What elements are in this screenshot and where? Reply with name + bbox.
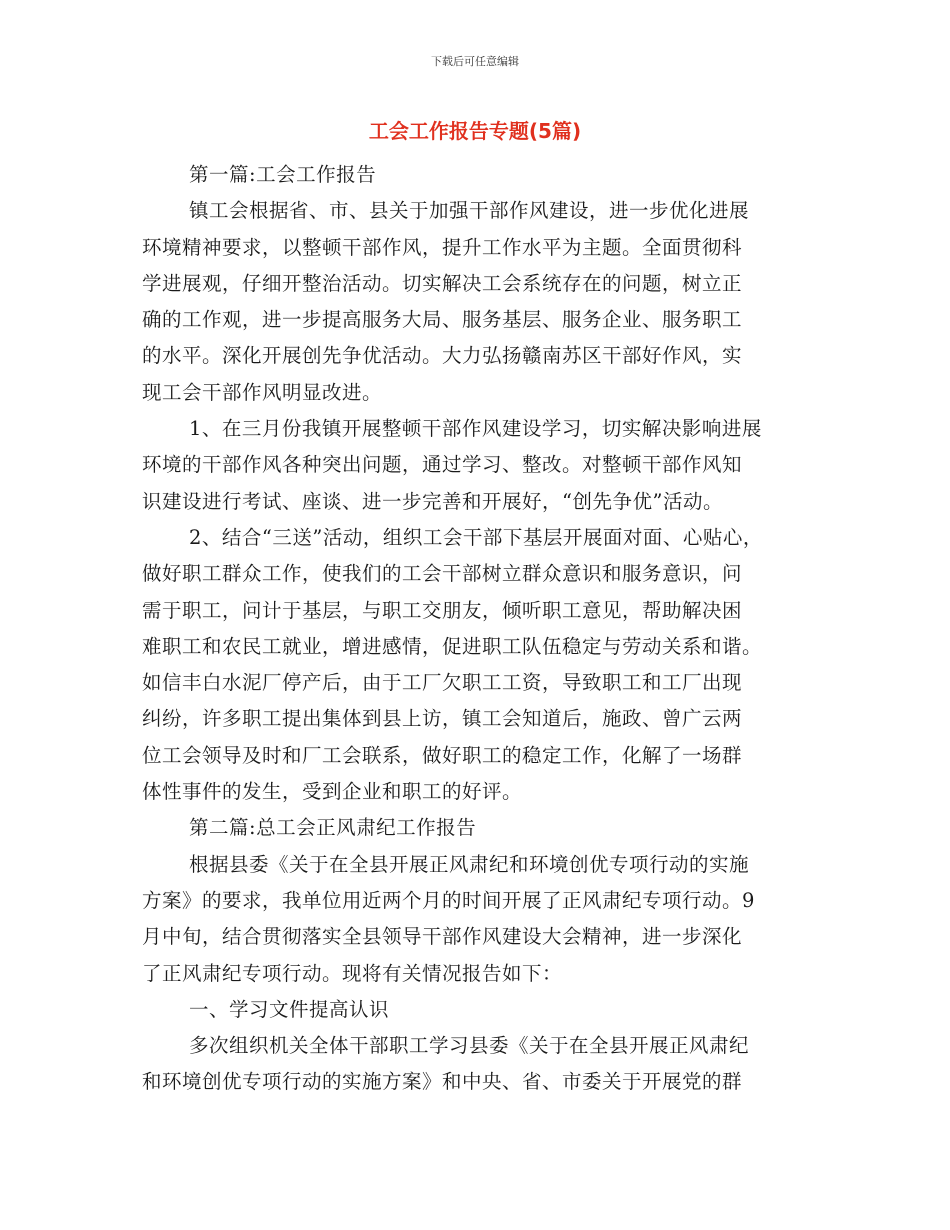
- paragraph-line: 现工会干部作风明显改进。: [142, 380, 383, 404]
- paragraph-line: 做好职工群众工作，使我们的工会干部树立群众意识和服务意识，问: [142, 562, 743, 586]
- paragraph-line: 环境的干部作风各种突出问题，通过学习、整改。对整顿干部作风知: [142, 453, 743, 477]
- paragraph-line: 月中旬，结合贯彻落实全县领导干部作风建设大会精神，进一步深化: [142, 925, 743, 949]
- paragraph-line: 和环境创优专项行动的实施方案》和中央、省、市委关于开展党的群: [142, 1070, 743, 1094]
- paragraph-line: 1、在三月份我镇开展整顿干部作风建设学习，切实解决影响进展: [189, 417, 762, 441]
- paragraph-line: 位工会领导及时和厂工会联系，做好职工的稳定工作，化解了一场群: [142, 743, 743, 767]
- paragraph-line: 第一篇:工会工作报告: [189, 163, 377, 186]
- paragraph-line: 镇工会根据省、市、县关于加强干部作风建设，进一步优化进展: [189, 199, 750, 223]
- paragraph-line: 学进展观，仔细开整治活动。切实解决工会系统存在的问题，树立正: [142, 271, 743, 295]
- paragraph-line: 2、结合“三送”活动，组织工会干部下基层开展面对面、心贴心，: [189, 525, 763, 549]
- paragraph-line: 如信丰白水泥厂停产后，由于工厂欠职工工资，导致职工和工厂出现: [142, 671, 743, 695]
- paragraph-line: 识建设进行考试、座谈、进一步完善和开展好，“创先争优”活动。: [142, 489, 723, 513]
- paragraph-line: 需于职工，问计于基层，与职工交朋友，倾听职工意见，帮助解决困: [142, 598, 743, 622]
- paragraph-line: 第二篇:总工会正风肃纪工作报告: [189, 816, 477, 840]
- paragraph-line: 了正风肃纪专项行动。现将有关情况报告如下：: [142, 961, 563, 985]
- paragraph-line: 根据县委《关于在全县开展正风肃纪和环境创优专项行动的实施: [189, 852, 750, 876]
- document-title: 工会工作报告专题(5篇): [368, 119, 582, 143]
- paragraph-line: 的水平。深化开展创先争优活动。大力弘扬赣南苏区干部好作风，实: [142, 344, 743, 368]
- paragraph-line: 纠纷，许多职工提出集体到县上访，镇工会知道后，施政、曾广云两: [142, 707, 743, 731]
- paragraph-line: 体性事件的发生，受到企业和职工的好评。: [142, 780, 523, 804]
- document-body: [142, 157, 822, 1101]
- paragraph-line: 难职工和农民工就业，增进感情，促进职工队伍稳定与劳动关系和谐。: [142, 634, 763, 658]
- paragraph-line: 环境精神要求，以整顿干部作风，提升工作水平为主题。全面贯彻科: [142, 235, 743, 259]
- paragraph-line: 一、学习文件提高认识: [189, 997, 390, 1021]
- paragraph-line: 方案》的要求，我单位用近两个月的时间开展了正风肃纪专项行动。9: [142, 888, 755, 912]
- paragraph-line: 多次组织机关全体干部职工学习县委《关于在全县开展正风肃纪: [189, 1034, 750, 1058]
- paragraph-line: 确的工作观，进一步提高服务大局、服务基层、服务企业、服务职工: [142, 308, 743, 332]
- header-note: 下载后可任意编辑: [431, 55, 519, 68]
